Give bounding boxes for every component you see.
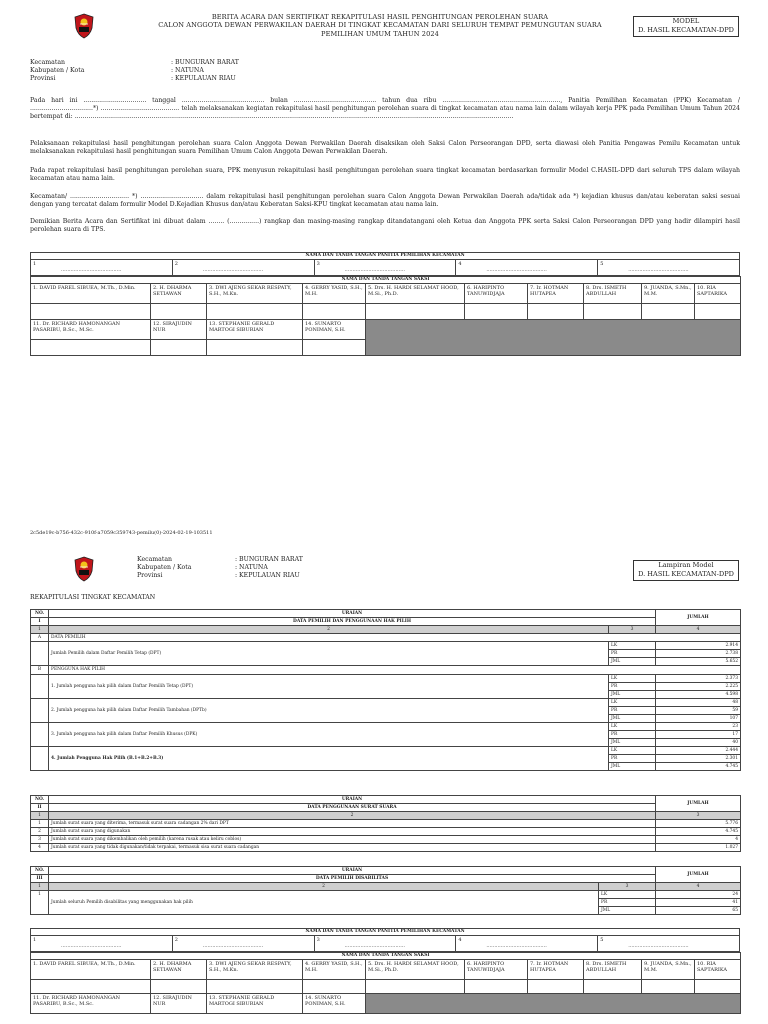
saksi-name: 6. HARIPINTO TANUWIDJAJA [465, 960, 528, 980]
saksi-signature-slot[interactable] [151, 304, 207, 320]
value-cell: 2.444 [656, 747, 741, 755]
value-cell: 5.776 [656, 820, 741, 828]
saksi-name: 13. STEPHANIE GERALD MARTOGI SIBURIAN [207, 320, 303, 340]
value-cell: 1.027 [656, 844, 741, 852]
saksi-signature-slot[interactable] [528, 980, 584, 994]
model-box: MODEL D. HASIL KECAMATAN-DPD [633, 16, 739, 37]
value-cell: 5.652 [656, 658, 741, 666]
value-cell: 2.301 [656, 755, 741, 763]
value-cell: 48 [656, 698, 741, 706]
saksi-signature-slot[interactable] [31, 340, 151, 356]
saksi-signature-slot[interactable] [695, 980, 741, 994]
saksi-signature-slot[interactable] [303, 980, 366, 994]
ppk-signature-slot[interactable]: 4 ...................................... [456, 260, 598, 276]
saksi-name: 3. DWI AJENG SEKAR RESPATY, S.H., M.Kn. [207, 284, 303, 304]
saksi-signature-slot[interactable] [31, 980, 151, 994]
saksi-signature-slot[interactable] [366, 304, 465, 320]
value-cell: 4 [656, 836, 741, 844]
saksi-name: 12. SIRAJUDIN NUR [151, 994, 207, 1014]
saksi-signature-slot[interactable] [642, 304, 695, 320]
saksi-signature-slot[interactable] [303, 340, 366, 356]
saksi-name: 10. RIA SAPTARIKA [695, 960, 741, 980]
value-cell: 4.598 [656, 690, 741, 698]
saksi-name: 7. Ir. HOTMAN HUTAPEA [528, 960, 584, 980]
saksi-signature-slot[interactable] [303, 304, 366, 320]
saksi-signature-table-lampiran: NAMA DAN TANDA TANGAN SAKSI 1. DAVID FAREL SIBUEA, M.Th., D.Min. 2. H. DHARMA SETIAWAN 3. DWI AJENG SEKAR RESPATY, S.H., M.Kn. 4. GERRY YASID, S.H., M.H. 5. Drs. H. HARDI SELAMAT HOOD, M.Si., Ph.D. 6. HARIPINTO TANUWIDJAJA 7. Ir. HOTMAN HUTAPEA 8. Drs. ISMETH ABDULLAH 9. JUANDA, S.Mn., M.M. 10. RIA SAPTARIKA 11. Dr. RICHARD HAMONANGAN PASARIBU, B.Sc., M.Sc. 12. SIRAJUDIN NUR 13. STEPHANIE GERALD MARTOGI SIBURIAN 14. SUNARTO PONIMAN, S.H. [30, 952, 741, 1014]
value-cell: 59 [656, 706, 741, 714]
location-block-lampiran: Kecamatan : BUNGURAN BARAT Kabupaten / Kota : NATUNA Provinsi : KEPULAUAN RIAU [137, 556, 303, 579]
saksi-name: 14. SUNARTO PONIMAN, S.H. [303, 994, 366, 1014]
ppk-signature-slot[interactable]: 1 ...................................... [31, 936, 173, 952]
saksi-name: 2. H. DHARMA SETIAWAN [151, 284, 207, 304]
saksi-signature-slot[interactable] [695, 304, 741, 320]
value-cell: 23 [656, 722, 741, 730]
ppk-signature-table-lampiran: NAMA DAN TANDA TANGAN PANITIA PEMILIHAN KECAMATAN 1 ...................................... 2 ...................................... 3 ...................................... 4 ...................................... 5 ...................................... [30, 928, 740, 952]
ppk-signature-slot[interactable]: 2 ...................................... [172, 936, 314, 952]
saksi-signature-slot[interactable] [465, 980, 528, 994]
saksi-name: 14. SUNARTO PONIMAN, S.H. [303, 320, 366, 340]
ppk-signature-table: NAMA DAN TANDA TANGAN PANITIA PEMILIHAN KECAMATAN 1 ...................................... 2 ...................................... 3 ...................................... 4 ...................................... 5 ...................................... [30, 252, 740, 276]
saksi-signature-slot[interactable] [151, 980, 207, 994]
saksi-name: 11. Dr. RICHARD HAMONANGAN PASARIBU, B.Sc., M.Sc. [31, 994, 151, 1014]
ppk-signature-slot[interactable]: 4 ...................................... [456, 936, 598, 952]
saksi-signature-slot[interactable] [207, 340, 303, 356]
saksi-signature-table: NAMA DAN TANDA TANGAN SAKSI 1. DAVID FAREL SIBUEA, M.Th., D.Min. 2. H. DHARMA SETIAWAN 3. DWI AJENG SEKAR RESPATY, S.H., M.Kn. 4. GERRY YASID, S.H., M.H. 5. Drs. H. HARDI SELAMAT HOOD, M.Si., Ph.D. 6. HARIPINTO TANUWIDJAJA 7. Ir. HOTMAN HUTAPEA 8. Drs. ISMETH ABDULLAH 9. JUANDA, S.Mn., M.M. 10. RIA SAPTARIKA 11. Dr. RICHARD HAMONANGAN PASARIBU, B.Sc., M.Sc. 12. SIRAJUDIN NUR 13. STEPHANIE GERALD MARTOGI SIBURIAN 14. SUNARTO PONIMAN, S.H. [30, 276, 741, 356]
saksi-signature-slot[interactable] [366, 980, 465, 994]
paragraph-incident: Kecamatan/ .............................. *) ................................ dalam rekapitulasi hasil penghitungan perolehan suara Calon Anggota Dewan Perwakilan Daerah ada/tidak ada *) kejadian khusus dan/atau keberatan saksi sesuai dengan yang tercatat dalam formulir Model D.Kejadian Khusus dan/atau Keberatan Saksi-KPU tingkat kecamatan atau nama lain. [30, 193, 740, 208]
value-cell: 2.373 [656, 674, 741, 682]
saksi-name: 2. H. DHARMA SETIAWAN [151, 960, 207, 980]
paragraph-opening: Pada hari ini ................................ tanggal .......................................... bulan .......................................... tahun dua ribu ............................................................, Panitia Pemilihan Kecamatan (PPK) Kecamatan / ................................*) ........................................ telah melaksanakan kegiatan rekapitulasi hasil penghitungan perolehan suara di tingkat kecamatan atau nama lain dalam wilayah kerja PPK pada Pemilihan Umum Tahun 2024 bertempat di: ............................................................................................................................................................................................................................... [30, 97, 740, 120]
saksi-name: 4. GERRY YASID, S.H., M.H. [303, 960, 366, 980]
saksi-signature-slot[interactable] [207, 980, 303, 994]
kpu-logo-icon [73, 13, 95, 39]
saksi-name: 12. SIRAJUDIN NUR [151, 320, 207, 340]
saksi-name: 9. JUANDA, S.Mn., M.M. [642, 284, 695, 304]
value-cell: 107 [656, 714, 741, 722]
saksi-name: 5. Drs. H. HARDI SELAMAT HOOD, M.Si., Ph.D. [366, 960, 465, 980]
value-cell: 4.745 [656, 763, 741, 771]
saksi-signature-slot[interactable] [584, 304, 642, 320]
saksi-name: 8. Drs. ISMETH ABDULLAH [584, 960, 642, 980]
saksi-name: 7. Ir. HOTMAN HUTAPEA [528, 284, 584, 304]
ppk-signature-slot[interactable]: 5 ...................................... [598, 260, 740, 276]
lampiran-model-box: Lampiran Model D. HASIL KECAMATAN-DPD [633, 560, 739, 581]
paragraph-witness: Pelaksanaan rekapitulasi hasil penghitungan perolehan suara Calon Anggota Dewan Perwakilan Daerah disaksikan oleh Saksi Calon Perseorangan DPD, serta diawasi oleh Panitia Pengawas Pemilu Kecamatan untuk melaksanakan rekapitulasi hasil penghitungan suara Pemilihan Umum Calon Anggota Dewan Perwakilan Daerah. [30, 140, 740, 155]
ppk-signature-slot[interactable]: 5 ...................................... [598, 936, 740, 952]
ppk-signature-slot[interactable]: 2 ...................................... [172, 260, 314, 276]
saksi-name: 10. RIA SAPTARIKA [695, 284, 741, 304]
saksi-name: 3. DWI AJENG SEKAR RESPATY, S.H., M.Kn. [207, 960, 303, 980]
location-block: Kecamatan : BUNGURAN BARAT Kabupaten / Kota : NATUNA Provinsi : KEPULAUAN RIAU [30, 59, 239, 82]
saksi-signature-slot[interactable] [465, 304, 528, 320]
ppk-signature-slot[interactable]: 3 ...................................... [314, 260, 456, 276]
value-cell: 2.738 [656, 650, 741, 658]
value-cell: 4.745 [656, 828, 741, 836]
saksi-signature-slot[interactable] [642, 980, 695, 994]
saksi-name: 9. JUANDA, S.Mn., M.M. [642, 960, 695, 980]
saksi-signature-slot[interactable] [207, 304, 303, 320]
document-id: 2c5de19c-b756-432c-910f-a7059c359743-pemilu(0)-2024-02-19-103511 [30, 530, 213, 536]
table-disabilitas: NO. URAIAN JUMLAH III DATA PEMILIH DISABILITAS 1 2 3 4 1 Jumlah seluruh Pemilih disabilitas yang menggunakan hak pilih LK 24 PR 41 JML 65 [30, 866, 741, 915]
saksi-name: 4. GERRY YASID, S.H., M.H. [303, 284, 366, 304]
value-cell: 40 [656, 739, 741, 747]
value-cell: 17 [656, 730, 741, 738]
saksi-signature-slot[interactable] [151, 340, 207, 356]
saksi-name: 5. Drs. H. HARDI SELAMAT HOOD, M.Si., Ph.D. [366, 284, 465, 304]
saksi-name: 1. DAVID FAREL SIBUEA, M.Th., D.Min. [31, 284, 151, 304]
saksi-name: 11. Dr. RICHARD HAMONANGAN PASARIBU, B.Sc., M.Sc. [31, 320, 151, 340]
saksi-signature-slot[interactable] [528, 304, 584, 320]
report-title: BERITA ACARA DAN SERTIFIKAT REKAPITULASI HASIL PENGHITUNGAN PEROLEHAN SUARA CALON ANGGOTA DEWAN PERWAKILAN DAERAH DI TINGKAT KECAMATAN DARI SELURUH TEMPAT PEMUNGUTAN SUARA PEMILIHAN UMUM TAHUN 2024 [158, 13, 602, 38]
saksi-signature-slot[interactable] [31, 304, 151, 320]
paragraph-meeting: Pada rapat rekapitulasi hasil penghitungan perolehan suara, PPK menyusun rekapitulasi hasil penghitungan perolehan suara tingkat kecamatan berdasarkan formulir Model C.HASIL-DPD dari seluruh TPS dalam wilayah kecamatan atau nama lain. [30, 167, 740, 182]
saksi-name: 6. HARIPINTO TANUWIDJAJA [465, 284, 528, 304]
table-surat-suara: NO. URAIAN JUMLAH II DATA PENGGUNAAN SURAT SUARA 1 2 3 1 Jumlah surat suara yang diterima, termasuk surat suara cadangan 2% dari DPT 5.776 2 Jumlah surat suara yang digunakan 4.745 3 Jumlah surat suara yang dikembalikan oleh pemilih (karena rusak atau keliru coblos) 4 4 Jumlah surat suara yang tidak digunakan/tidak terpakai, termasuk sisa surat suara cadangan 1.027 [30, 795, 741, 852]
saksi-name: 8. Drs. ISMETH ABDULLAH [584, 284, 642, 304]
value-cell: 24 [656, 891, 741, 899]
value-cell: 41 [656, 899, 741, 907]
saksi-name: 13. STEPHANIE GERALD MARTOGI SIBURIAN [207, 994, 303, 1014]
kpu-logo-icon [73, 556, 95, 582]
table-data-pemilih: NO. URAIAN JUMLAH I DATA PEMILIH DAN PENGGUNAAN HAK PILIH 1 2 3 4 A DATA PEMILIH Jumlah Pemilih dalam Daftar Pemilih Tetap (DPT) LK 2.914 PR 2.738 JML 5.652 B PENGGUNA HAK PILIH 1. Jumlah pengguna hak pilih dalam Daftar Pemilih Tetap (DPT) LK 2.373 PR 2.225 JML 4.598 2. Jumlah pengguna hak pilih dalam Daftar Pemilih Tambahan (DPTb) LK 48 PR 59 JML 107 3. Jumlah pengguna hak pilih dalam Daftar Pemilih Khusus (DPK) LK 23 PR 17 JML 40 4. Jumlah Pengguna Hak Pilih (B.1+B.2+B.3) LK 2.444 PR 2.301 JML 4.745 [30, 609, 741, 771]
value-cell: 2.225 [656, 682, 741, 690]
section-title: REKAPITULASI TINGKAT KECAMATAN [30, 594, 156, 601]
value-cell: 65 [656, 907, 741, 915]
empty-gray-area [366, 994, 741, 1014]
saksi-name: 1. DAVID FAREL SIBUEA, M.Th., D.Min. [31, 960, 151, 980]
saksi-signature-slot[interactable] [584, 980, 642, 994]
empty-gray-area [366, 320, 741, 356]
ppk-signature-slot[interactable]: 3 ...................................... [314, 936, 456, 952]
ppk-signature-slot[interactable]: 1 ...................................... [31, 260, 173, 276]
value-cell: 2.914 [656, 642, 741, 650]
paragraph-closing: Demikian Berita Acara dan Sertifikat ini dibuat dalam ........ (...............) rangkap dan masing-masing rangkap ditandatangani oleh Ketua dan Anggota PPK serta Saksi Calon Perseorangan DPD yang hadir dilampiri hasil perolehan suara di TPS. [30, 218, 740, 233]
